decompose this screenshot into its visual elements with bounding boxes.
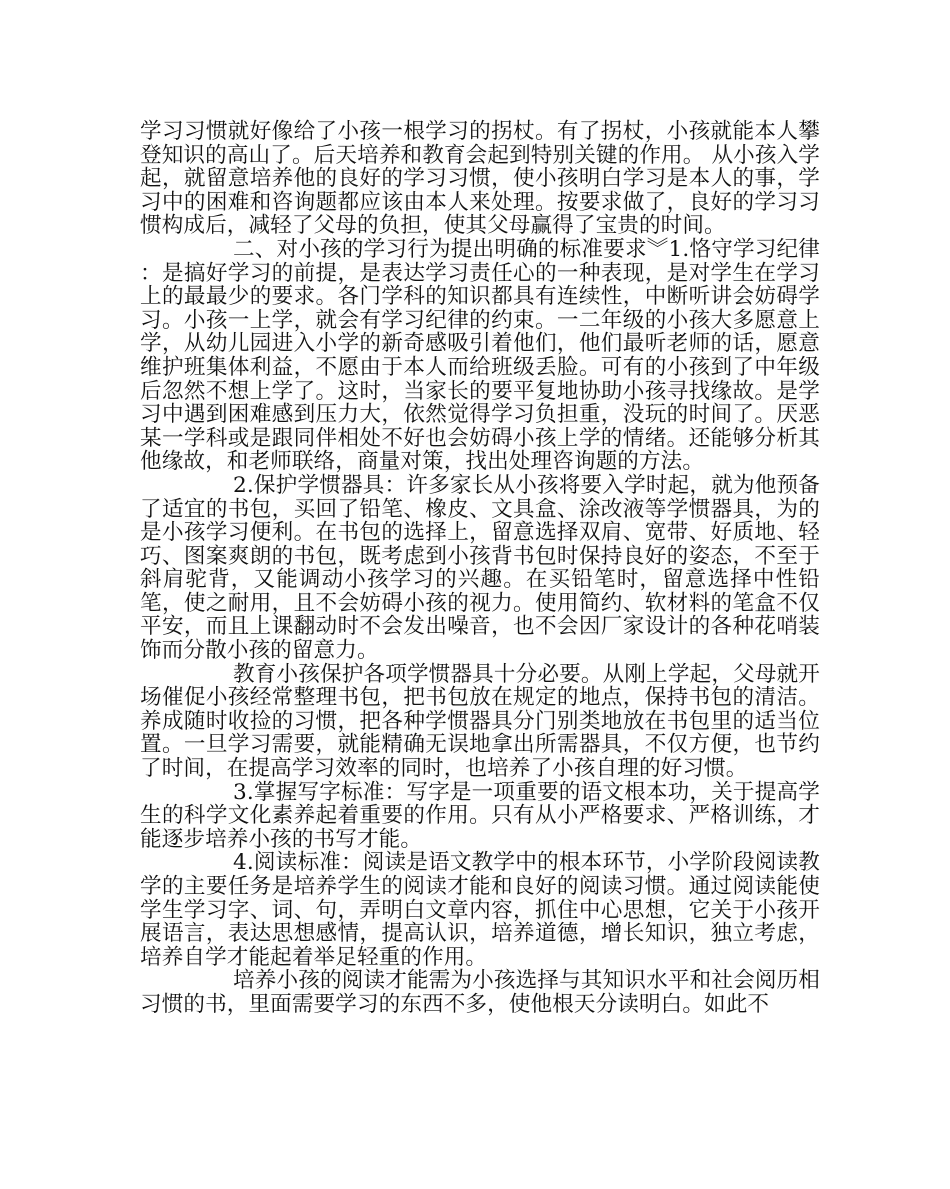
paragraph-reading-standard: 4.阅读标准：阅读是语文教学中的根本环节，小学阶段阅读教学的主要任务是培养学生的阅读才能和良好的阅读习惯。通过阅读能使学生学习字、词、句，弄明白文章内容，抓住中心思想，它关于小孩开展语言，表达思想感情，提高认识，培养道德，增长知识，独立考虑，培养自学才能起着举足轻重的作用。 [140,850,820,970]
paragraph-tool-care: 教育小孩保护各项学惯器具十分必要。从刚上学起，父母就开场催促小孩经常整理书包，把书包放在规定的地点，保持书包的清洁。养成随时收捡的习惯，把各种学惯器具分门别类地放在书包里的适当位置。一旦学习需要，就能精确无误地拿出所需器具，不仅方便，也节约了时间，在提高学习效率的同时，也培养了小孩自理的好习惯。 [140,661,820,782]
document-body [140,120,820,1017]
paragraph-learning-discipline: 二、对小孩的学习行为提出明确的标准要求︾1.恪守学习纪律 ：是搞好学习的前提，是表达学习责任心的一种表现，是对学生在学习上的最最少的要求。各门学科的知识都具有连续性，中断听讲会妨碍学习。小孩一上学，就会有学习纪律的约束。一二年级的小孩大多愿意上学，从幼儿园进入小学的新奇感吸引着他们，他们最听老师的话，愿意维护班集体利益，不愿由于本人而给班级丢脸。可有的小孩到了中年级后忽然不想上学了。这时，当家长的要平复地协助小孩寻找缘故。是学习中遇到困难感到压力大，依然觉得学习负担重，没玩的时间了。厌恶某一学科或是跟同伴相处不好也会妨碍小孩上学的情绪。还能够分析其他缘故，和老师联络，商量对策，找出处理咨询题的方法。 [140,236,820,475]
paragraph-intro: 学习习惯就好像给了小孩一根学习的拐杖。有了拐杖，小孩就能本人攀登知识的高山了。后天培养和教育会起到特别关键的作用。 从小孩入学起，就留意培养他的良好的学习习惯，使小孩明白学习是本人的事，学习中的困难和咨询题都应该由本人来处理。按要求做了，良好的学习习惯构成后，减轻了父母的负担，使其父母赢得了宝贵的时间。 [140,119,820,239]
paragraph-study-tools: 2.保护学惯器具：许多家长从小孩将要入学时起，就为他预备了适宜的书包，买回了铅笔、橡皮、文具盒、涂改液等学惯器具，为的是小孩学习便利。在书包的选择上，留意选择双肩、宽带、好质地、轻巧、图案爽朗的书包，既考虑到小孩背书包时保持良好的姿态，不至于斜肩驼背，又能调动小孩学习的兴趣。在买铅笔时，留意选择中性铅笔，使之耐用，且不会妨碍小孩的视力。使用简约、软材料的笔盒不仅平安，而且上课翻动时不会发出噪音，也不会因厂家设计的各种花哨装饰而分散小孩的留意力。 [140,472,820,664]
paragraph-reading-ability: 培养小孩的阅读才能需为小孩选择与其知识水平和社会阅历相习惯的书，里面需要学习的东西不多，使他根天分读明白。如此不 [140,968,820,1017]
paragraph-writing-standard: 3.掌握写字标准：写字是一项重要的语文根本功，关于提高学生的科学文化素养起着重要的作用。只有从小严格要求、严格训练，才能逐步培养小孩的书写才能。 [140,779,820,852]
